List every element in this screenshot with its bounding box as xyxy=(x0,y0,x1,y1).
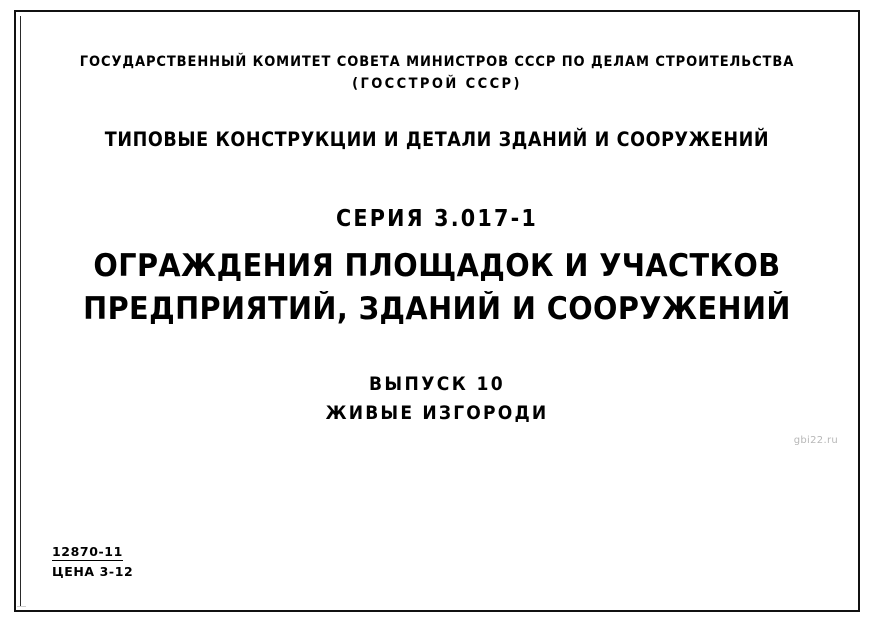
watermark-text: gbi22.ru xyxy=(793,435,838,446)
issue-name: ЖИВЫЕ ИЗГОРОДИ xyxy=(325,402,549,424)
footer-code: 12870-11 xyxy=(52,544,123,559)
page-title-line-2: ПРЕДПРИЯТИЙ, ЗДАНИЙ И СООРУЖЕНИЙ xyxy=(83,291,791,327)
series-number: СЕРИЯ 3.017-1 xyxy=(336,206,538,232)
issue-number: ВЫПУСК 10 xyxy=(368,373,506,395)
footer-block xyxy=(52,541,182,579)
scan-artifact xyxy=(17,606,26,607)
footer-price: ЦЕНА 3-12 xyxy=(52,564,134,579)
page-title-line-1: ОГРАЖДЕНИЯ ПЛОЩАДОК И УЧАСТКОВ xyxy=(93,248,781,284)
organization-line-2: (ГОССТРОЙ СССР) xyxy=(352,76,522,92)
organization-line-1: ГОСУДАРСТВЕННЫЙ КОМИТЕТ СОВЕТА МИНИСТРОВ СССР ПО ДЕЛАМ СТРОИТЕЛЬСТВА xyxy=(79,54,795,70)
document-subtitle: ТИПОВЫЕ КОНСТРУКЦИИ И ДЕТАЛИ ЗДАНИЙ И СООРУЖЕНИЙ xyxy=(104,128,770,151)
title-page-content xyxy=(14,10,860,612)
